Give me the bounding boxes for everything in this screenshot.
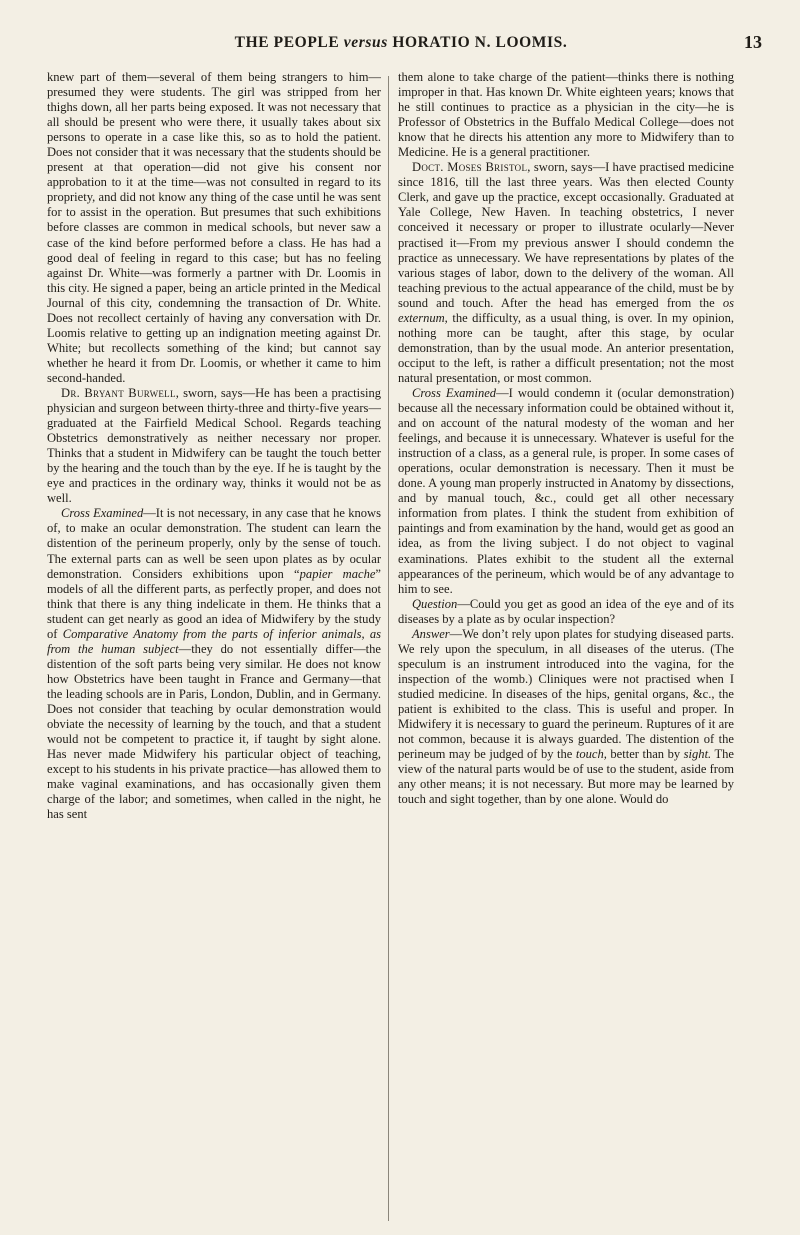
running-title: THE PEOPLE versus HORATIO N. LOOMIS. [234, 34, 568, 51]
section-label: Answer [412, 626, 450, 641]
paragraph: them alone to take charge of the patient—thinks there is nothing improper in that. Has known Dr. White eighteen years; knows that he still continues to practice as a physician in the city—he is Professor of Obstetrics in the Buffalo Medical College—does not know that he directs his attention any more to Midwifery than to Medicine. He is a general practitioner. [398, 70, 734, 160]
paragraph: Cross Examined—I would condemn it (ocular demonstration) because all the necessary information could be obtained without it, and on account of the natural modesty of the woman and her feelings, and because it is unnecessary. Whatever is useful for the instruction of a class, as a general rule, is proper. In some cases of operations, ocular demonstration is necessary. Then it must be done. A young man properly instructed in Anatomy by dissections, and by manual touch, &c., could get all other necessary information from plates. I think the student from exhibition of paintings and from examination by the hand, would get as good an idea, as from the living subject. I do not object to vaginal examinations. Plates exhibit to the student all the external appearances of the perineum, which would be of any advantage to him to see. [398, 385, 734, 596]
paragraph: Dr. Bryant Burwell, sworn, says—He has been a practising physician and surgeon between thirty-three and thirty-five years—graduated at the Fairfield Medical School. Regards teaching Obstetrics demonstratively as neither necessary nor proper. Thinks that a student in Midwifery can be taught the touch better by the hearing and the touch than by the eye. If he is taught by the eye and practices in the ordinary way, thinks it would not be as well. [47, 385, 381, 506]
section-label: Cross Examined [412, 385, 497, 400]
paragraph: Question—Could you get as good an idea of the eye and of its diseases by a plate as by ocular inspection? [398, 596, 734, 626]
section-label: Question [412, 596, 458, 611]
running-header [40, 34, 762, 64]
paragraph: Answer—We don’t rely upon plates for studying diseased parts. We rely upon the speculum, in all diseases of the uterus. (The speculum is an instrument introduced into the vagina, for the inspection of the womb.) Cliniques were not practised when I studied medicine. In diseases of the hips, genital organs, &c., the patient is exhibited to the class. This is useful and proper. In Midwifery it is necessary to guard the perineum. Ruptures of it are not common, because it is always guarded. The distention of the perineum may be judged of by the touch, better than by sight. The view of the natural parts would be of use to the student, aside from any other means; it is not necessary. But more may be learned by touch and sight together, than by one alone. Would do [398, 626, 734, 807]
witness-name: Dr. Bryant Burwell, [61, 385, 180, 400]
witness-name: Doct. Moses Bristol, [412, 160, 531, 175]
left-column [47, 70, 381, 1220]
section-label: Cross Examined [61, 506, 144, 521]
paragraph: knew part of them—several of them being strangers to him—presumed they were students. The girl was stripped from her thighs down, all her parts being exposed. It was not necessary that all should be present who were there, it usually takes about six persons to operate in a case like this, so as to hold the patient. Does not consider that it was necessary that the students should be present at that operation—did not give his consent nor approbation to it at the time—was not consulted in regard to its propriety, and did not know any thing of the case until he was sent for to assist in the operation. But presumes that such exhibitions before classes are common in medical schools, but never saw a case of the kind before performed before a class. He has had a good deal of feeling in regard to this case; but has no feeling against Dr. White—was formerly a partner with Dr. Loomis in this city. He signed a paper, being an article printed in the Medical Journal of this city, condemning the transaction of Dr. White. Does not recollect certainly of having any conversation with Dr. Loomis relative to getting up an indignation meeting against Dr. White; but recollects something of the kind; but cannot say whether he heard it from Dr. Loomis, or whether it came to him second-handed. [47, 70, 381, 385]
column-divider [388, 76, 389, 1221]
right-column [398, 70, 734, 1220]
page-number: 13 [744, 32, 762, 52]
paragraph: Cross Examined—It is not necessary, in any case that he knows of, to make an ocular demonstration. The student can learn the distention of the perineum properly, only by the sense of touch. The external parts can as well be seen upon plates as by ocular demonstration. Considers exhibitions upon “papier mache” models of all the different parts, as perfectly proper, and does not think that there is any thing indelicate in them. He thinks that a student can get nearly as good an idea of Midwifery by the study of Comparative Anatomy from the parts of inferior animals, as from the human subject—they do not essentially differ—the distention of the soft parts being very similar. He does not know how Obstetrics have been taught in France and Germany—that the leading schools are in Paris, London, Dublin, and in Germany. Does not consider that teaching by ocular demonstration would obviate the necessity of learning by the touch, and that a student would not be competent to practice it, if taught by sight alone. Has never made Midwifery his particular object of teaching, except to his students in his private practice—has allowed them to make vaginal examinations, and has occasionally given them charge of the labor; and sometimes, when called in the night, he has sent [47, 506, 381, 822]
paragraph: Doct. Moses Bristol, sworn, says—I have practised medicine since 1816, till the last three years. Was then elected County Clerk, and gave up the practice, except occasionally. Graduated at Yale College, New Haven. In teaching obstetrics, I never conceived it necessary or proper to illustrate ocularly—Never practised it—From my previous answer I should condemn the practice as unnecessary. We have representations by plates of the various stages of labor, down to the delivery of the woman. All teaching previous to the actual appearance of the child, must be by sound and touch. After the head has emerged from the os externum, the difficulty, as a usual thing, is over. In my opinion, nothing more can be taught, after this stage, by ocular demonstration, than by the usual mode. An anterior presentation, occiput to the left, is rather a difficult presentation; not the most natural presentation, or most common. [398, 160, 734, 385]
